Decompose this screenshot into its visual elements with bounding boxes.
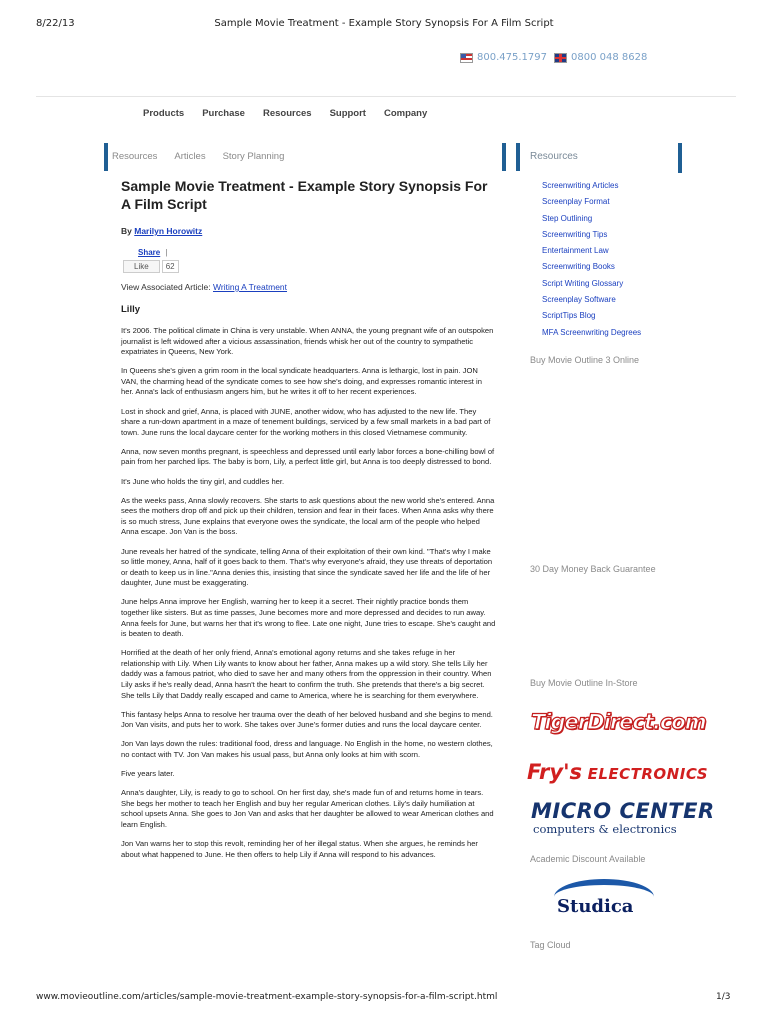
breadcrumb-articles[interactable]: Articles xyxy=(174,151,206,162)
microcenter-logo[interactable] xyxy=(531,800,715,836)
article-title: Sample Movie Treatment - Example Story Synopsis For A Film Script xyxy=(121,178,488,212)
paragraph: June reveals her hatred of the syndicate, telling Anna of their exploitation of their own kind. "That's why I make so little money, Anna, half of it goes back to them. That's why everyone's afraid, they use threats of deportation or death to keep us in line."Anna denies this, insisting that since the syndicate saved her life and the life of her daughter, June must be exaggerating. xyxy=(121,546,493,588)
studica-logo[interactable] xyxy=(548,877,664,925)
like-button[interactable]: Like xyxy=(123,260,160,273)
paragraph: Horrified at the death of her only friend, Anna's emotional agony returns and she takes refuge in her relationship with Lily. When Lily wants to know about her father, Anna makes up a wild story. She tells Lily her daddy was a famous patriot, who died to save her and many others from the oppression in their country. When Lily asks if he's really dead, Anna hasn't the heart to confirm the truth. She pretends that there's a big secret. She tells Lily that Daddy really escaped and came to America, where he is searching for them everywhere. xyxy=(121,648,492,700)
contact-phones xyxy=(460,52,647,63)
main-nav xyxy=(143,108,445,119)
assoc-link[interactable]: Writing A Treatment xyxy=(213,282,288,292)
print-date: 8/22/13 xyxy=(36,18,75,29)
byline xyxy=(121,226,202,236)
share-link[interactable]: Share xyxy=(138,248,161,257)
by-label: By xyxy=(121,226,132,236)
sidebar-accent-right xyxy=(678,143,682,173)
print-url: www.movieoutline.com/articles/sample-movie-treatment-example-story-synopsis-for-a-film-script.html xyxy=(36,992,498,1002)
nav-resources[interactable]: Resources xyxy=(262,108,312,119)
frys-logo[interactable] xyxy=(527,760,708,784)
paragraph: As the weeks pass, Anna slowly recovers. She starts to ask questions about the new world she's entered. Anna sees the mothers drop off and pick up their children, tension and fear in their faces. When Anna asks why there is so much stress, June explains that everyone owes the syndicate, the local arm of the people who helped Anna escape. Jon Van is the boss. xyxy=(121,495,495,537)
nav-support[interactable]: Support xyxy=(329,108,366,119)
sidebar-accent-left-1 xyxy=(502,143,506,171)
nav-company[interactable]: Company xyxy=(383,108,428,119)
sidebar-link-screenplay-format[interactable]: Screenplay Format xyxy=(542,197,610,207)
uk-phone[interactable]: 0800 048 8628 xyxy=(570,52,648,63)
tigerdirect-logo[interactable]: TigerDirect.com xyxy=(531,710,706,734)
academic-heading: Academic Discount Available xyxy=(530,854,646,864)
us-flag-icon xyxy=(460,53,473,63)
breadcrumb-story-planning[interactable]: Story Planning xyxy=(222,151,285,162)
nav-products[interactable]: Products xyxy=(143,108,185,119)
paragraph: Anna, now seven months pregnant, is speechless and depressed until early labor forces a bone-chilling bowl of pain from her parched lips. The baby is born, Lily, a perfect little girl, but Anna is too deeply distressed to bond. xyxy=(121,446,495,467)
sidebar-link-scripttips-blog[interactable]: ScriptTips Blog xyxy=(542,311,596,321)
studica-logo-text: Studica xyxy=(557,896,634,917)
uk-flag-icon xyxy=(554,53,567,63)
sidebar-link-entertainment-law[interactable]: Entertainment Law xyxy=(542,246,609,256)
sidebar-link-screenwriting-articles[interactable]: Screenwriting Articles xyxy=(542,181,619,190)
paragraph: June helps Anna improve her English, warning her to keep it a secret. Their nightly practice bonds them together like sisters. But as time passes, June becomes more and more depressed and decides to run away. Anna feels for June, but warns her that it's wrong to flee. Late one night, June tries to escape. She's caught and is beaten to death. xyxy=(121,597,496,639)
tag-cloud-heading: Tag Cloud xyxy=(530,940,571,950)
header-divider xyxy=(36,96,736,97)
sidebar-link-screenwriting-books[interactable]: Screenwriting Books xyxy=(542,262,615,272)
section-title: Lilly xyxy=(121,304,141,315)
sidebar-links xyxy=(542,178,641,341)
breadcrumb xyxy=(112,151,301,162)
breadcrumb-accent xyxy=(104,143,108,171)
paragraph: Jon Van lays down the rules: traditional food, dress and language. No English in the home, no western clothes, no contact with TV. Jon Van makes his usual pass, but Anna only looks at him with scorn. xyxy=(121,739,493,759)
frys-logo-sub: ELECTRONICS xyxy=(587,765,709,783)
assoc-label: View Associated Article: xyxy=(121,282,211,292)
paragraph: This fantasy helps Anna to resolve her trauma over the death of her beloved husband and she begins to mend. Jon Van visits, and puts her to work. She takes over June's former duties and runs the local daycare center. xyxy=(121,709,493,730)
paragraph: It's 2006. The political climate in China is very unstable. When ANNA, the young pregnant wife of an outspoken journalist is left widowed after a vicious assassination, friends whisk her out of the country to sympathetic expatriates in Queens, New York. xyxy=(121,326,494,357)
sidebar-link-mfa-degrees[interactable]: MFA Screenwriting Degrees xyxy=(542,327,642,337)
breadcrumb-resources[interactable]: Resources xyxy=(112,151,158,162)
article-body xyxy=(121,326,496,869)
like-count: 62 xyxy=(162,260,179,273)
sidebar-resources-title: Resources xyxy=(530,151,578,162)
sidebar-link-script-writing-glossary[interactable]: Script Writing Glossary xyxy=(542,278,624,288)
print-page-number: 1/3 xyxy=(716,992,731,1002)
paragraph: Lost in shock and grief, Anna, is placed with JUNE, another widow, who has adjusted to the new life. They share a run-down apartment in a maze of tenement buildings, serviced by a few small markets in a bad part of town. June runs the local daycare center for the working mothers in this closed Vietnamese community. xyxy=(121,406,491,437)
share-row xyxy=(138,248,168,257)
buy-instore-heading: Buy Movie Outline In-Store xyxy=(530,678,638,688)
paragraph: It's June who holds the tiny girl, and cuddles her. xyxy=(121,476,285,486)
microcenter-logo-tagline: computers & electronics xyxy=(533,822,677,836)
paragraph: Five years later. xyxy=(121,769,175,779)
nav-purchase[interactable]: Purchase xyxy=(202,108,245,119)
guarantee-heading: 30 Day Money Back Guarantee xyxy=(530,564,656,574)
author-link[interactable]: Marilyn Horowitz xyxy=(134,226,203,236)
paragraph: Jon Van warns her to stop this revolt, reminding her of her illegal status. When she argues, he reminds her about what happened to June. He then offers to help Lily if Anna will respond to his advances. xyxy=(121,839,478,859)
print-title: Sample Movie Treatment - Example Story Synopsis For A Film Script xyxy=(214,18,554,29)
buy-online-heading[interactable]: Buy Movie Outline 3 Online xyxy=(530,355,640,365)
share-separator: | xyxy=(165,248,168,257)
sidebar-link-screenwriting-tips[interactable]: Screenwriting Tips xyxy=(542,229,608,239)
microcenter-logo-name: MICRO CENTER xyxy=(531,799,715,823)
sidebar-accent-left-2 xyxy=(516,143,520,171)
sidebar-link-screenplay-software[interactable]: Screenplay Software xyxy=(542,295,616,305)
sidebar-link-step-outlining[interactable]: Step Outlining xyxy=(542,213,593,223)
associated-article xyxy=(121,282,287,292)
us-phone[interactable]: 800.475.1797 xyxy=(477,52,547,63)
paragraph: Anna's daughter, Lily, is ready to go to school. On her first day, she's made fun of and returns home in tears. She begs her mother to teach her English and buy her regular American clothes. Lily's daily humiliation at school upsets Anna. She goes to Jon Van and asks that her daughter be allowed to wear American clothes and learn English. xyxy=(121,788,494,829)
like-widget xyxy=(123,260,179,273)
frys-logo-name: Fry's xyxy=(527,760,583,784)
paragraph: In Queens she's given a grim room in the local syndicate headquarters. Anna is lethargic, lost in pain. JON VAN, the charming head of the syndicate comes to see how she's doing, and expresses romantic interest in her. Anna's lack of enthusiasm angers him, but he writes it off to her recent experiences. xyxy=(121,366,482,397)
